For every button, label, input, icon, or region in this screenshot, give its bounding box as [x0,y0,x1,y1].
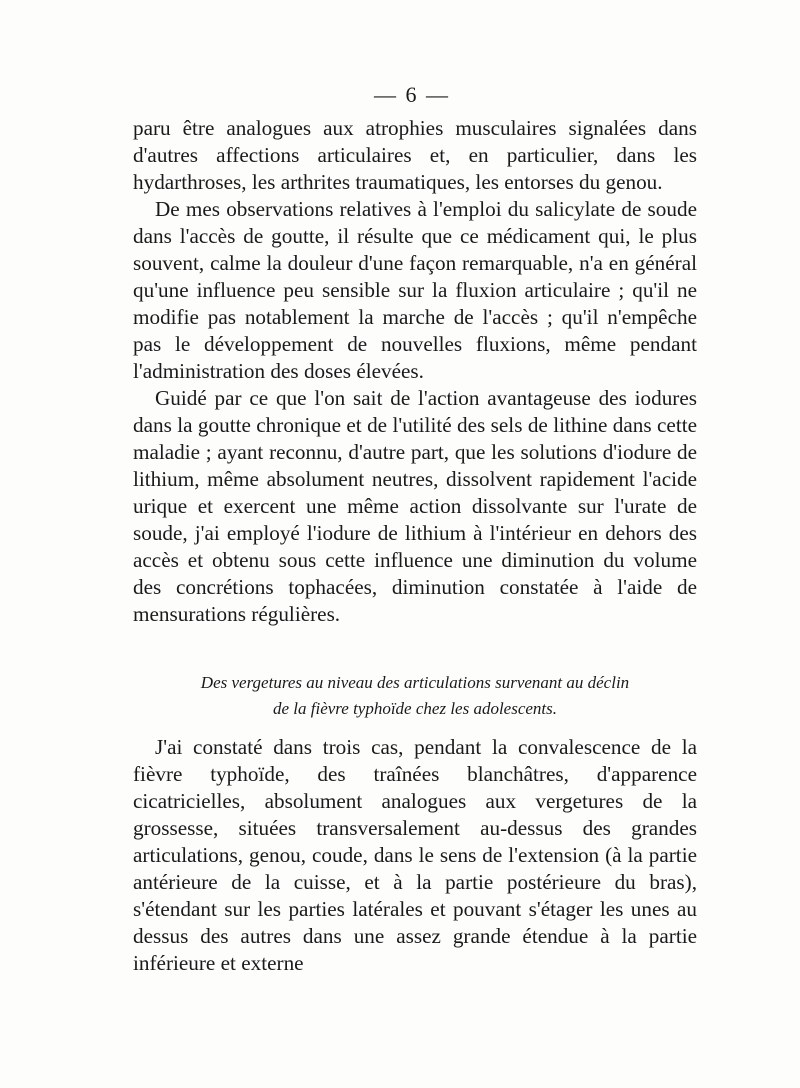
paragraph-continuation: paru être analogues aux atrophies musculaires signalées dans d'autres affections articulaires et, en particulier, dans les hydarthroses, les arthrites traumatiques, les entorses du genou. [133,116,697,194]
section-heading-line-1: Des vergetures au niveau des articulations survenant au déclin [200,673,630,692]
section-1-text [133,115,697,628]
paragraph-salicylate: De mes observations relatives à l'emploi du salicylate de soude dans l'accès de goutte, il résulte que ce médicament qui, le plus souvent, calme la douleur d'une façon remarquable, n'a en général qu'une influence peu sensible sur la fluxion articulaire ; qu'il ne modifie pas notablement la marche de l'accès ; qu'il n'empêche pas le développement de nouvelles fluxions, même pendant l'administration des doses élevées. [133,197,697,383]
section-2-text [133,734,697,977]
section-heading [133,670,697,722]
paragraph-vergetures: J'ai constaté dans trois cas, pendant la convalescence de la fièvre typhoïde, des traînées blanchâtres, d'apparence cicatricielles, absolument analogues aux vergetures de la grossesse, situées transversalement au-dessus des grandes articulations, genou, coude, dans le sens de l'extension (à la partie antérieure de la cuisse, et à la partie postérieure du bras), s'étendant sur les parties latérales et pouvant s'étager les unes au dessus des autres dans une assez grande étendue à la partie inférieure et externe [133,735,697,975]
section-heading-line-2: de la fièvre typhoïde chez les adolescents. [272,699,558,718]
page-number: — 6 — [374,82,450,107]
paragraph-iodure: Guidé par ce que l'on sait de l'action avantageuse des iodures dans la goutte chronique et de l'utilité des sels de lithine dans cette maladie ; ayant reconnu, d'autre part, que les solutions d'iodure de lithium, même absolument neutres, dissolvent rapidement l'acide urique et exercent une même action dissolvante sur l'urate de soude, j'ai employé l'iodure de lithium à l'intérieur en dehors des accès et obtenu sous cette influence une diminution du volume des concrétions tophacées, diminution constatée à l'aide de mensurations régulières. [133,386,697,626]
